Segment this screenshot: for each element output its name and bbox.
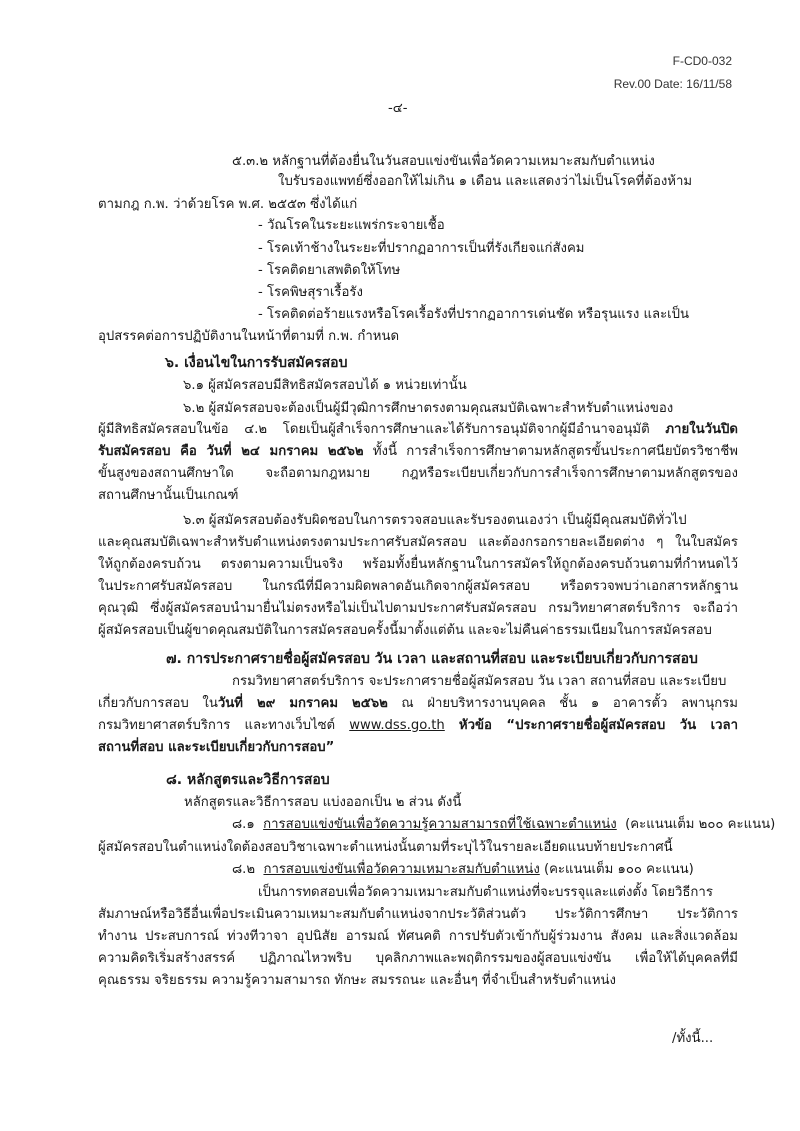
- item-8-2-line4: ความคิดริเริ่มสร้างสรรค์ ปฏิภาณไหวพริบ บุคลิกภาพและพฤติกรรมของผู้สอบแข่งขัน เพื่อให้ได้บุคคลที่มี: [98, 951, 738, 966]
- item-6-3-line3: ให้ถูกต้องครบถ้วน ตรงตามความเป็นจริง พร้อมทั้งยื่นหลักฐานในการสมัครให้ถูกต้องครบถ้วนตามที่กำหนดไว้: [98, 557, 738, 572]
- section-8-intro: หลักสูตรและวิธีการสอบ แบ่งออกเป็น ๒ ส่วน ดังนี้: [184, 795, 462, 810]
- section-6-heading: ๖. เงื่อนไขในการรับสมัครสอบ: [165, 355, 348, 371]
- revision-date: Rev.00 Date: 16/11/58: [613, 77, 732, 91]
- announcement-date: วันที่ ๒๙ มกราคม ๒๕๖๒: [217, 696, 388, 711]
- disease-line-end: อุปสรรคต่อการปฏิบัติงานในหน้าที่ตามที่ ก.พ. กำหนด: [98, 329, 400, 344]
- text: ณ ฝ่ายบริหารงานบุคคล ชั้น ๑ อาคารตั้ว ลพานุกรม: [387, 696, 738, 711]
- section-7-heading: ๗. การประกาศรายชื่อผู้สมัครสอบ วัน เวลา และสถานที่สอบ และระเบียบเกี่ยวกับการสอบ: [166, 651, 698, 667]
- full-score: (คะแนนเต็ม ๑๐๐ คะแนน): [543, 862, 694, 877]
- disease-item: - โรคพิษสุราเรื้อรัง: [258, 285, 363, 300]
- item-6-1: ๖.๑ ผู้สมัครสอบมีสิทธิสมัครสอบได้ ๑ หน่วยเท่านั้น: [183, 378, 467, 393]
- item-6-2-line4: ขั้นสูงของสถานศึกษาใด จะถือตามกฎหมาย กฎหรือระเบียบเกี่ยวกับการสำเร็จการศึกษาตามหลักสูตรของ: [98, 466, 738, 481]
- disease-item: - โรคเท้าช้างในระยะที่ปรากฏอาการเป็นที่รังเกียจแก่สังคม: [258, 241, 585, 256]
- deadline-date: รับสมัครสอบ คือ วันที่ ๒๔ มกราคม ๒๕๖๒: [98, 444, 364, 459]
- text: ทั้งนี้ การสำเร็จการศึกษาตามหลักสูตรขั้นประกาศนียบัตรวิชาชีพ: [372, 444, 738, 459]
- disease-item: - วัณโรคในระยะแพร่กระจายเชื้อ: [258, 218, 445, 233]
- text: กรมวิทยาศาสตร์บริการ และทางเว็บไซต์: [98, 718, 350, 733]
- item-6-3-line1: ๖.๓ ผู้สมัครสอบต้องรับผิดชอบในการตรวจสอบและรับรองตนเองว่า เป็นผู้มีคุณสมบัติทั่วไป: [183, 513, 687, 528]
- website-link[interactable]: www.dss.go.th: [349, 718, 445, 733]
- text: ผู้มีสิทธิสมัครสอบในข้อ ๔.๒ โดยเป็นผู้สำเร็จการศึกษาและได้รับการอนุมัติจากผู้มีอำนาจอนุมัติ: [98, 422, 650, 437]
- exam-title: การสอบแข่งขันเพื่อวัดความรู้ความสามารถที่ใช้เฉพาะตำแหน่ง: [263, 817, 617, 832]
- section-8-heading: ๘. หลักสูตรและวิธีการสอบ: [166, 772, 330, 788]
- medical-cert-line: ใบรับรองแพทย์ซึ่งออกให้ไม่เกิน ๑ เดือน และแสดงว่าไม่เป็นโรคที่ต้องห้าม: [278, 174, 693, 189]
- exam-title: การสอบแข่งขันเพื่อวัดความเหมาะสมกับตำแหน่ง: [263, 862, 540, 877]
- section-7-line1: กรมวิทยาศาสตร์บริการ จะประกาศรายชื่อผู้สมัครสอบ วัน เวลา สถานที่สอบ และระเบียบ: [232, 674, 727, 689]
- item-8-2-line5: คุณธรรม จริยธรรม ความรู้ความสามารถ ทักษะ สมรรถนะ และอื่นๆ ที่จำเป็นสำหรับตำแหน่ง: [98, 973, 616, 988]
- item-6-3-line5: คุณวุฒิ ซึ่งผู้สมัครสอบนำมายื่นไม่ตรงหรือไม่เป็นไปตามประกาศรับสมัครสอบ กรมวิทยาศาสตร์บริการ จะถือว่า: [98, 601, 738, 616]
- text: เกี่ยวกับการสอบ ใน: [98, 696, 218, 711]
- item-6-2-line3: [98, 443, 738, 461]
- item-6-3-line6: ผู้สมัครสอบเป็นผู้ขาดคุณสมบัติในการสมัครสอบครั้งนี้มาตั้งแต่ต้น และจะไม่คืนค่าธรรมเนียมในการสมัครสอบ: [98, 623, 712, 638]
- item-8-2-line3: ทำงาน ประสบการณ์ ท่วงทีวาจา อุปนิสัย อารมณ์ ทัศนคติ การปรับตัวเข้ากับผู้ร่วมงาน สังคม และสิ่งแวดล้อม: [98, 929, 738, 944]
- item-8-2-line2: สัมภาษณ์หรือวิธีอื่นเพื่อประเมินความเหมาะสมกับตำแหน่งจากประวัติส่วนตัว ประวัติการศึกษา ประวัติการ: [98, 907, 738, 922]
- item-number: ๘.๒: [232, 862, 256, 877]
- item-8-2-line1: เป็นการทดสอบเพื่อวัดความเหมาะสมกับตำแหน่งที่จะบรรจุและแต่งตั้ง โดยวิธีการ: [258, 885, 713, 900]
- section-7-line3: [98, 717, 738, 735]
- item-6-3-line4: ในประกาศรับสมัครสอบ ในกรณีที่มีความผิดพลาดอันเกิดจากผู้สมัครสอบ หรือตรวจพบว่าเอกสารหลักฐาน: [98, 579, 738, 594]
- item-6-3-line2: และคุณสมบัติเฉพาะสำหรับตำแหน่งตรงตามประกาศรับสมัครสอบ และต้องกรอกรายละเอียดต่าง ๆ ในใบสมัคร: [98, 535, 738, 550]
- section-5-3-2-title: ๕.๓.๒ หลักฐานที่ต้องยื่นในวันสอบแข่งขันเพื่อวัดความเหมาะสมกับตำแหน่ง: [232, 154, 655, 169]
- disease-item: - โรคติดต่อร้ายแรงหรือโรคเรื้อรังที่ปรากฏอาการเด่นชัด หรือรุนแรง และเป็น: [258, 307, 690, 322]
- disease-item: - โรคติดยาเสพติดให้โทษ: [258, 263, 401, 278]
- section-7-line2: [98, 695, 738, 713]
- continuation-marker: /ทั้งนี้...: [672, 1031, 714, 1046]
- item-number: ๘.๑: [232, 817, 255, 832]
- topic-title: หัวข้อ “ประกาศรายชื่อผู้สมัครสอบ วัน เวลา: [458, 718, 739, 733]
- page-number: -๔-: [388, 101, 408, 116]
- item-6-2-line1: ๖.๒ ผู้สมัครสอบจะต้องเป็นผู้มีวุฒิการศึกษาตรงตามคุณสมบัติเฉพาะสำหรับตำแหน่งของ: [183, 401, 674, 416]
- full-score: (คะแนนเต็ม ๒๐๐ คะแนน): [625, 817, 776, 832]
- section-7-line4: สถานที่สอบ และระเบียบเกี่ยวกับการสอบ”: [98, 740, 335, 755]
- item-8-2-title-line: [232, 861, 694, 879]
- item-8-1-desc: ผู้สมัครสอบในตำแหน่งใดต้องสอบวิชาเฉพาะตำแหน่งนั้นตามที่ระบุไว้ในรายละเอียดแนบท้ายประกาศนี้: [98, 840, 673, 855]
- item-8-1-title-line: [232, 816, 775, 834]
- regulation-line: ตามกฎ ก.พ. ว่าด้วยโรค พ.ศ. ๒๕๕๓ ซึ่งได้แก่: [98, 197, 358, 212]
- bold-text: ภายในวันปิด: [665, 422, 738, 437]
- form-code: F-CD0-032: [672, 54, 732, 68]
- item-6-2-line2: [98, 421, 738, 439]
- item-6-2-line5: สถานศึกษานั้นเป็นเกณฑ์: [98, 488, 239, 503]
